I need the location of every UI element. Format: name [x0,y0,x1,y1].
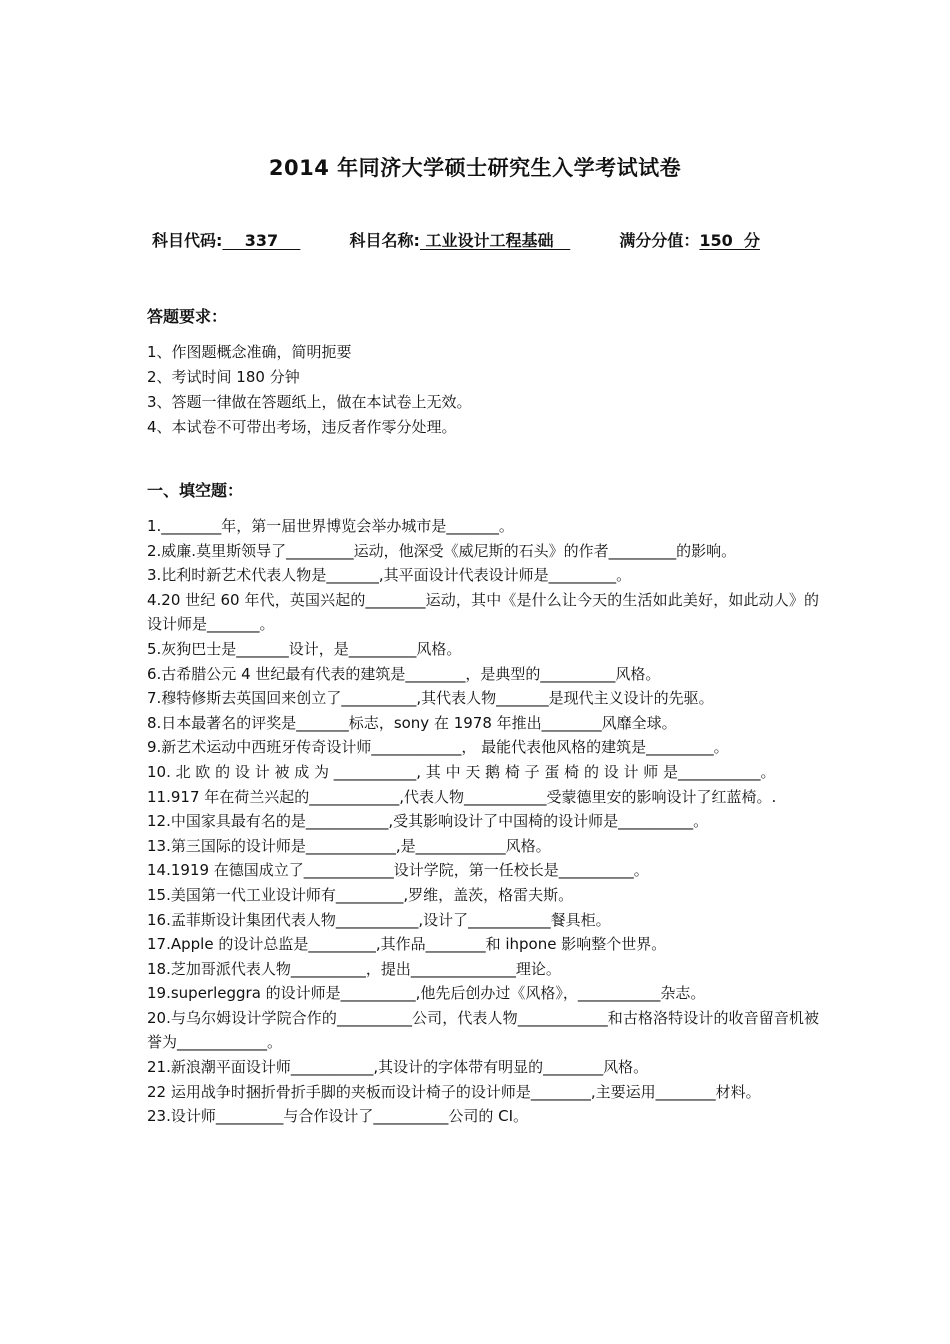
list-item: 3、答题一律做在答题纸上，做在本试卷上无效。 [147,393,472,411]
question-item: 14.1919 在德国成立了____________设计学院，第一任校长是__________。 [147,861,649,880]
question-item: 21.新浪潮平面设计师___________,其设计的字体带有明显的________风格。 [147,1058,649,1077]
full-score-label: 满分分值： [619,231,700,250]
question-item: 22 运用战争时捆折骨折手脚的夹板而设计椅子的设计师是________,主要运用________材料。 [147,1082,761,1101]
requirements-list [147,340,827,440]
question-list [147,514,819,1129]
subject-code-label: 科目代码: [152,231,223,250]
subject-code-value: 337 [222,231,301,250]
question-item: 23.设计师_________与合作设计了__________公司的 CI。 [147,1107,529,1126]
question-item: 15.美国第一代工业设计师有_________,罗维，盖茨，格雷夫斯。 [147,885,574,904]
question-item: 5.灰狗巴士是_______设计，是_________风格。 [147,639,462,658]
subject-name-label: 科目名称: [349,231,420,250]
question-item: 4.20 世纪 60 年代，英国兴起的________运动，其中《是什么让今天的生活如此美好，如此动人》的设计师是_______。 [147,590,819,634]
question-item: 19.superleggra 的设计师是__________,他先后创办过《风格》，___________杂志。 [147,984,706,1003]
question-item: 13.第三国际的设计师是____________,是____________风格。 [147,836,551,855]
requirements-heading: 答题要求： [147,307,228,326]
subject-code [152,228,300,251]
subject-name [350,228,571,251]
question-item: 9.新艺术运动中西班牙传奇设计师____________， 最能代表他风格的建筑是_________。 [147,738,729,757]
question-item: 10. 北 欧 的 设 计 被 成 为 ___________, 其 中 天 鹅 椅 子 蛋 椅 的 设 计 师 是___________。 [147,762,776,781]
full-score [619,228,760,251]
question-item: 2.威廉.莫里斯领导了_________运动，他深受《威尼斯的石头》的作者_________的影响。 [147,541,737,560]
question-item: 20.与乌尔姆设计学院合作的__________公司，代表人物____________和古格洛特设计的收音留音机被誉为____________。 [147,1008,819,1052]
exam-meta-line [152,228,822,251]
subject-name-value: 工业设计工程基础 [419,231,571,250]
list-item: 4、本试卷不可带出考场，违反者作零分处理。 [147,418,457,436]
question-item: 17.Apple 的设计总监是_________,其作品________和 ihpone 影响整个世界。 [147,935,667,954]
question-item: 18.芝加哥派代表人物__________，提出______________理论。 [147,959,561,978]
full-score-value: 150 分 [699,231,760,250]
list-item: 2、考试时间 180 分钟 [147,368,300,386]
question-item: 8.日本最著名的评奖是_______标志，sony 在 1978 年推出________风靡全球。 [147,713,677,732]
exam-title: 2014 年同济大学硕士研究生入学考试试卷 [268,156,682,180]
question-item: 7.穆特修斯去英国回来创立了__________,其代表人物_______是现代主义设计的先驱。 [147,689,714,708]
question-item: 1.________年，第一届世界博览会举办城市是_______。 [147,517,514,535]
question-item: 16.孟菲斯设计集团代表人物___________,设计了___________餐具柜。 [147,910,611,929]
question-item: 3.比利时新艺术代表人物是_______,其平面设计代表设计师是_________。 [147,566,632,585]
list-item: 1、作图题概念准确，简明扼要 [147,343,352,361]
question-item: 11.917 年在荷兰兴起的____________,代表人物___________受蒙德里安的影响设计了红蓝椅。. [147,787,777,806]
question-item: 12.中国家具最有名的是___________,受其影响设计了中国椅的设计师是__________。 [147,812,709,831]
section-heading-fill-blank: 一、填空题： [147,481,244,500]
question-item: 6.古希腊公元 4 世纪最有代表的建筑是________，是典型的__________风格。 [147,664,661,683]
